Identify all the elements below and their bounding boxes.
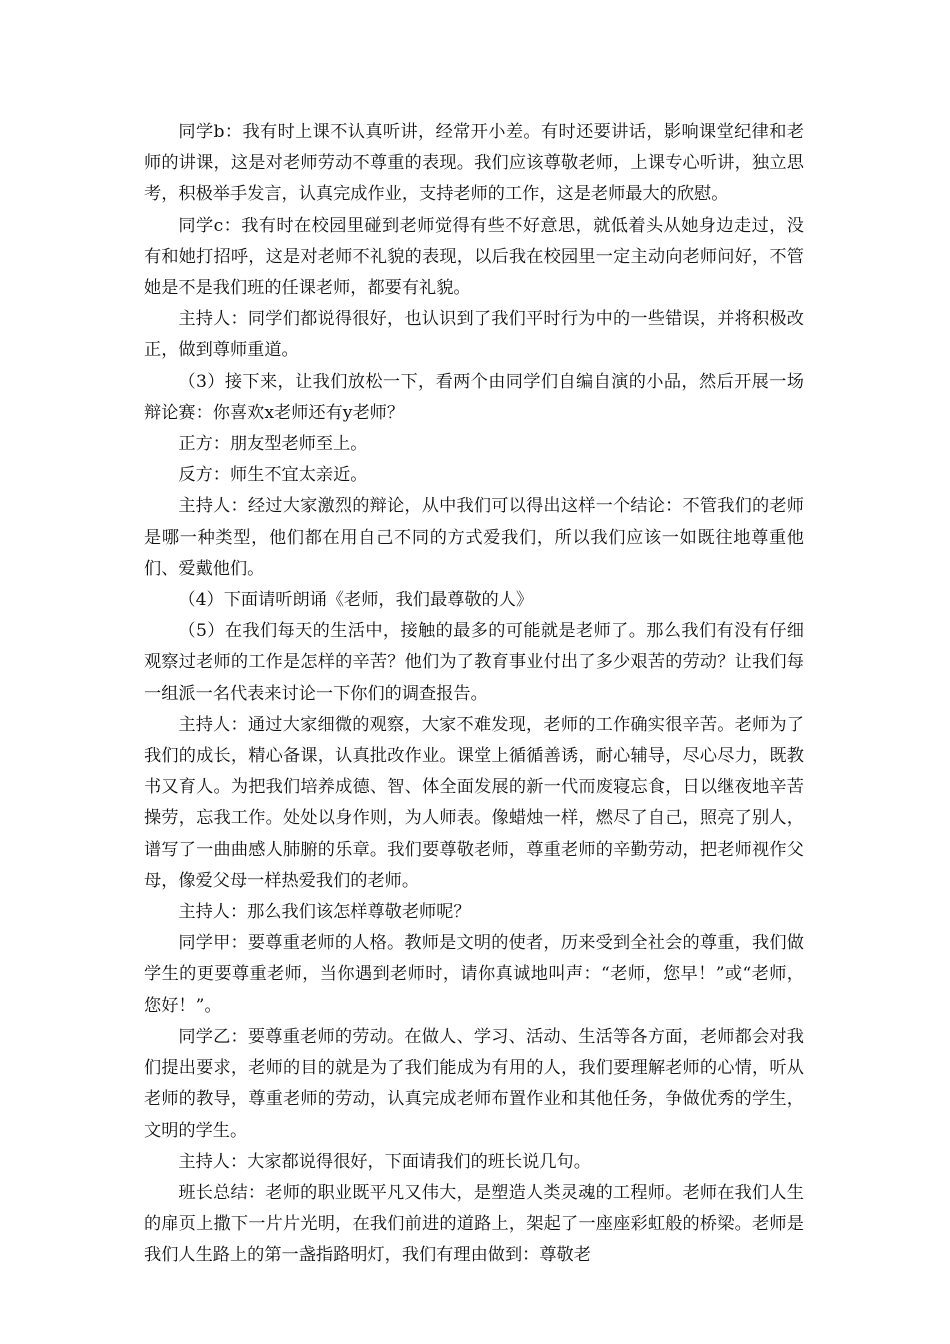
paragraph-affirmative: 正方：朋友型老师至上。 [178,434,368,455]
document-page [144,117,804,1272]
paragraph-student-jia: 同学甲：要尊重老师的人格。教师是文明的使者，历来受到全社会的尊重，我们做学生的更要尊重老师，当你遇到老师时，请你真诚地叫声：“老师，您早！”或“老师，您好！”。 [144,933,804,1016]
paragraph-host-4: 主持人：那么我们该怎样尊敬老师呢？ [178,902,471,923]
paragraph-student-b: 同学b：我有时上课不认真听讲，经常开小差。有时还要讲话，影响课堂纪律和老师的讲课，这是对老师劳动不尊重的表现。我们应该尊敬老师，上课专心听讲，独立思考，积极举手发言，认真完成作业，支持老师的工作，这是老师最大的欣慰。 [144,122,804,205]
paragraph-monitor-summary: 班长总结：老师的职业既平凡又伟大，是塑造人类灵魂的工程师。老师在我们人生的扉页上撒下一片片光明，在我们前进的道路上，架起了一座座彩虹般的桥梁。老师是我们人生路上的第一盏指路明灯，我们有理由做到：尊敬老 [144,1182,804,1266]
paragraph-step-3: （3）接下来，让我们放松一下，看两个由同学们自编自演的小品，然后开展一场辩论赛：你喜欢x老师还有y老师？ [144,371,804,423]
paragraph-host-2: 主持人：经过大家激烈的辩论，从中我们可以得出这样一个结论：不管我们的老师是哪一种类型，他们都在用自己不同的方式爱我们，所以我们应该一如既往地尊重他们、爱戴他们。 [144,496,804,579]
paragraph-host-3: 主持人：通过大家细微的观察，大家不难发现，老师的工作确实很辛苦。老师为了我们的成长，精心备课，认真批改作业。课堂上循循善诱，耐心辅导，尽心尽力，既教书又育人。为把我们培养成德、智、体全面发展的新一代而废寝忘食，日以继夜地辛苦操劳，忘我工作。处处以身作则，为人师表。像蜡烛一样，燃尽了自己，照亮了别人，谱写了一曲曲感人肺腑的乐章。我们要尊敬老师，尊重老师的辛勤劳动，把老师视作父母，像爱父母一样热爱我们的老师。 [144,714,804,891]
paragraph-host-1: 主持人：同学们都说得很好，也认识到了我们平时行为中的一些错误，并将积极改正，做到尊师重道。 [144,309,804,361]
paragraph-host-5: 主持人：大家都说得很好，下面请我们的班长说几句。 [178,1151,591,1172]
paragraph-student-c: 同学c：我有时在校园里碰到老师觉得有些不好意思，就低着头从她身边走过，没有和她打招呼，这是对老师不礼貌的表现，以后我在校园里一定主动向老师问好，不管她是不是我们班的任课老师，都要有礼貌。 [144,215,804,299]
paragraph-step-5: （5）在我们每天的生活中，接触的最多的可能就是老师了。那么我们有没有仔细观察过老师的工作是怎样的辛苦？他们为了教育事业付出了多少艰苦的劳动？让我们每一组派一名代表来讨论一下你们的调查报告。 [144,621,804,704]
paragraph-step-4: （4）下面请听朗诵《老师，我们最尊敬的人》 [178,590,534,611]
paragraph-negative: 反方：师生不宜太亲近。 [178,465,368,486]
paragraph-student-yi: 同学乙：要尊重老师的劳动。在做人、学习、活动、生活等各方面，老师都会对我们提出要求，老师的目的就是为了我们能成为有用的人，我们要理解老师的心情，听从老师的教导，尊重老师的劳动，认真完成老师布置作业和其他任务，争做优秀的学生，文明的学生。 [144,1026,804,1141]
